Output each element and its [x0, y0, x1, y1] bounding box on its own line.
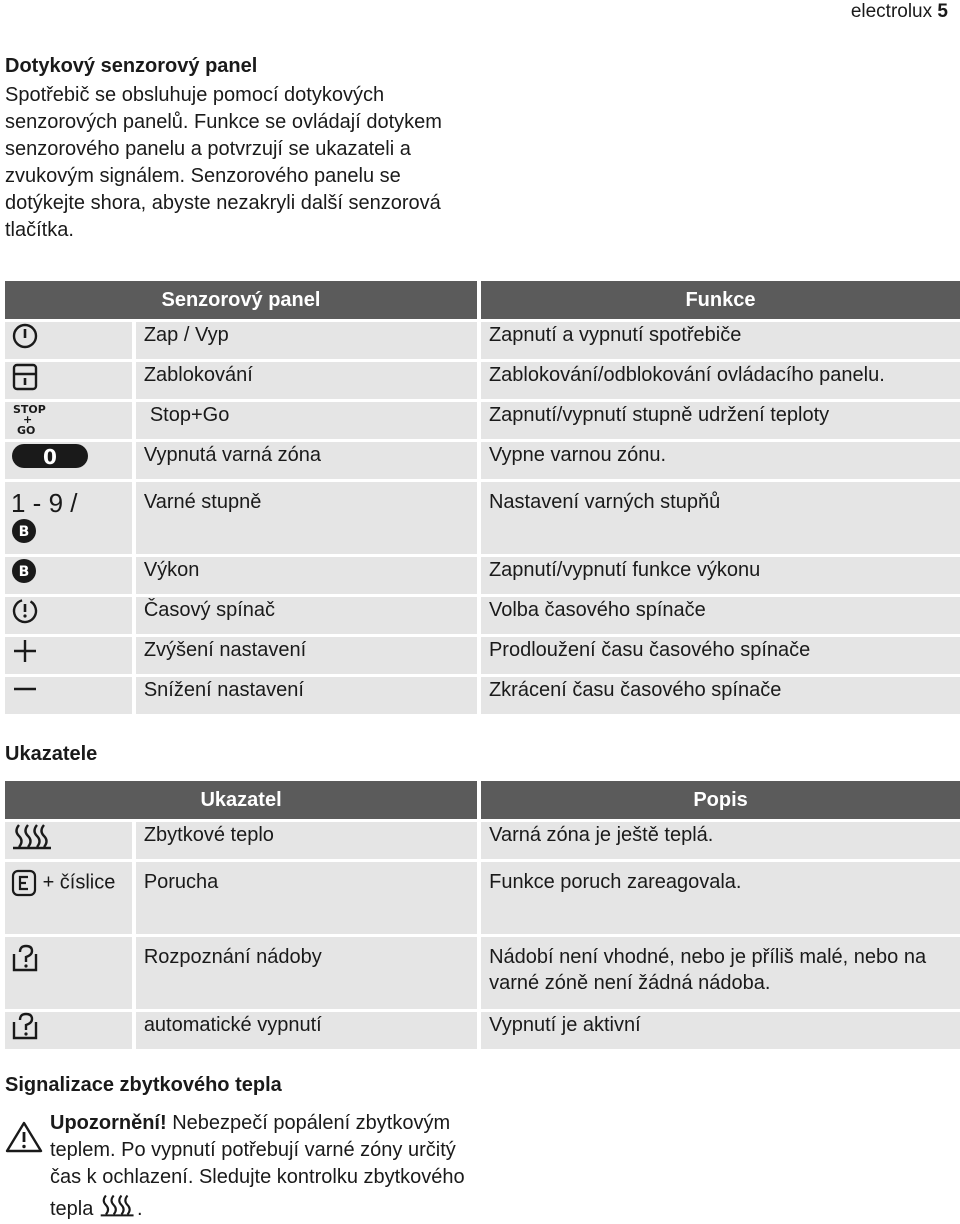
section-title-indicators: Ukazatele	[5, 743, 98, 765]
table-row	[5, 402, 960, 439]
power-icon	[11, 322, 39, 350]
indicator-description: Funkce poruch zareagovala.	[481, 862, 960, 934]
indicator-description: Vypnutí je aktivní	[481, 1012, 960, 1049]
table-row	[5, 597, 960, 634]
section-title-touch-panel: Dotykový senzorový panel	[5, 55, 258, 77]
table-row	[5, 637, 960, 674]
page-number: 5	[937, 1, 948, 22]
error-e-icon	[11, 869, 37, 897]
pot-detect-icon	[11, 1012, 39, 1042]
sensor-name: Snížení nastavení	[136, 677, 481, 714]
sensor-function: Nastavení varných stupňů	[481, 482, 960, 554]
sensor-name: Stop+Go	[136, 402, 481, 439]
pot-detect-icon	[11, 944, 39, 974]
table-row	[5, 937, 960, 1009]
indicator-description: Varná zóna je ještě teplá.	[481, 822, 960, 859]
sensor-name: Vypnutá varná zóna	[136, 442, 481, 479]
brand-name: electrolux	[850, 1, 933, 22]
svg-text:B: B	[18, 563, 30, 580]
table-header-description: Popis	[481, 781, 960, 819]
table-row	[5, 442, 960, 479]
indicator-name: Zbytkové teplo	[136, 822, 481, 859]
table-row	[5, 322, 960, 359]
indicator-name: Porucha	[136, 862, 481, 934]
residual-heat-icon	[11, 822, 55, 850]
warning-label: Upozornění!	[50, 1112, 167, 1134]
zero-pill-icon	[11, 442, 89, 470]
table-header-sensor: Senzorový panel	[5, 281, 481, 319]
table-row	[5, 482, 960, 554]
table-row	[5, 677, 960, 714]
svg-text:+: +	[23, 413, 33, 426]
table-row	[5, 862, 960, 934]
table-row	[5, 822, 960, 859]
indicator-table	[5, 778, 960, 1052]
indicator-name: automatické vypnutí	[136, 1012, 481, 1049]
svg-text:B: B	[18, 523, 30, 540]
table-header-indicator: Ukazatel	[5, 781, 481, 819]
sensor-function: Vypne varnou zónu.	[481, 442, 960, 479]
table-row	[5, 362, 960, 399]
section-title-residual-heat: Signalizace zbytkového tepla	[5, 1074, 282, 1096]
sensor-function: Volba časového spínače	[481, 597, 960, 634]
sensor-function: Zapnutí/vypnutí funkce výkonu	[481, 557, 960, 594]
svg-text:STOP: STOP	[13, 403, 46, 416]
sensor-panel-table	[5, 278, 960, 717]
residual-heat-icon	[99, 1191, 137, 1219]
table-row	[5, 557, 960, 594]
svg-text:0: 0	[43, 445, 57, 469]
warning-triangle-icon	[5, 1120, 43, 1154]
indicator-name: Rozpoznání nádoby	[136, 937, 481, 1009]
warning-text	[50, 1110, 480, 1223]
sensor-name: Zablokování	[136, 362, 481, 399]
sensor-name: Zvýšení nastavení	[136, 637, 481, 674]
indicator-description: Nádobí není vhodné, nebo je příliš malé, nebo na varné zóně není žádná nádoba.	[481, 937, 960, 1009]
sensor-function: Zablokování/odblokování ovládacího panelu.	[481, 362, 960, 399]
sensor-function: Zapnutí a vypnutí spotřebiče	[481, 322, 960, 359]
page-header	[851, 0, 948, 24]
svg-text:GO: GO	[17, 424, 36, 436]
error-suffix-text: + číslice	[42, 871, 116, 894]
sensor-function: Prodloužení času časového spínače	[481, 637, 960, 674]
table-header-function: Funkce	[481, 281, 960, 319]
timer-icon	[11, 597, 39, 625]
table-row	[5, 1012, 960, 1049]
sensor-name: Časový spínač	[136, 597, 481, 634]
minus-icon	[11, 677, 39, 705]
intro-paragraph: Spotřebič se obsluhuje pomocí dotykových senzorových panelů. Funkce se ovládají dotykem senzorového panelu a potvrzují se ukazateli a zvukovým signálem. Senzorového panelu se dotýkejte shora, abyste nezakryli další senzorová tlačítka.	[5, 84, 442, 241]
sensor-function: Zkrácení času časového spínače	[481, 677, 960, 714]
lock-icon	[11, 362, 39, 392]
warning-body: Nebezpečí popálení zbytkovým teplem. Po vypnutí potřebují varné zóny určitý čas k ochlazení. Sledujte kontrolku zbytkového tepla	[50, 1112, 465, 1220]
sensor-name: Varné stupně	[136, 482, 481, 554]
plus-icon	[11, 637, 39, 665]
sensor-name: Zap / Vyp	[136, 322, 481, 359]
stop-go-icon	[11, 402, 47, 436]
sensor-name: Výkon	[136, 557, 481, 594]
boost-icon	[11, 558, 37, 584]
warning-end: .	[136, 1198, 143, 1220]
sensor-function: Zapnutí/vypnutí stupně udržení teploty	[481, 402, 960, 439]
level-range-text: 1 - 9 /	[11, 488, 78, 518]
boost-icon	[11, 518, 37, 544]
